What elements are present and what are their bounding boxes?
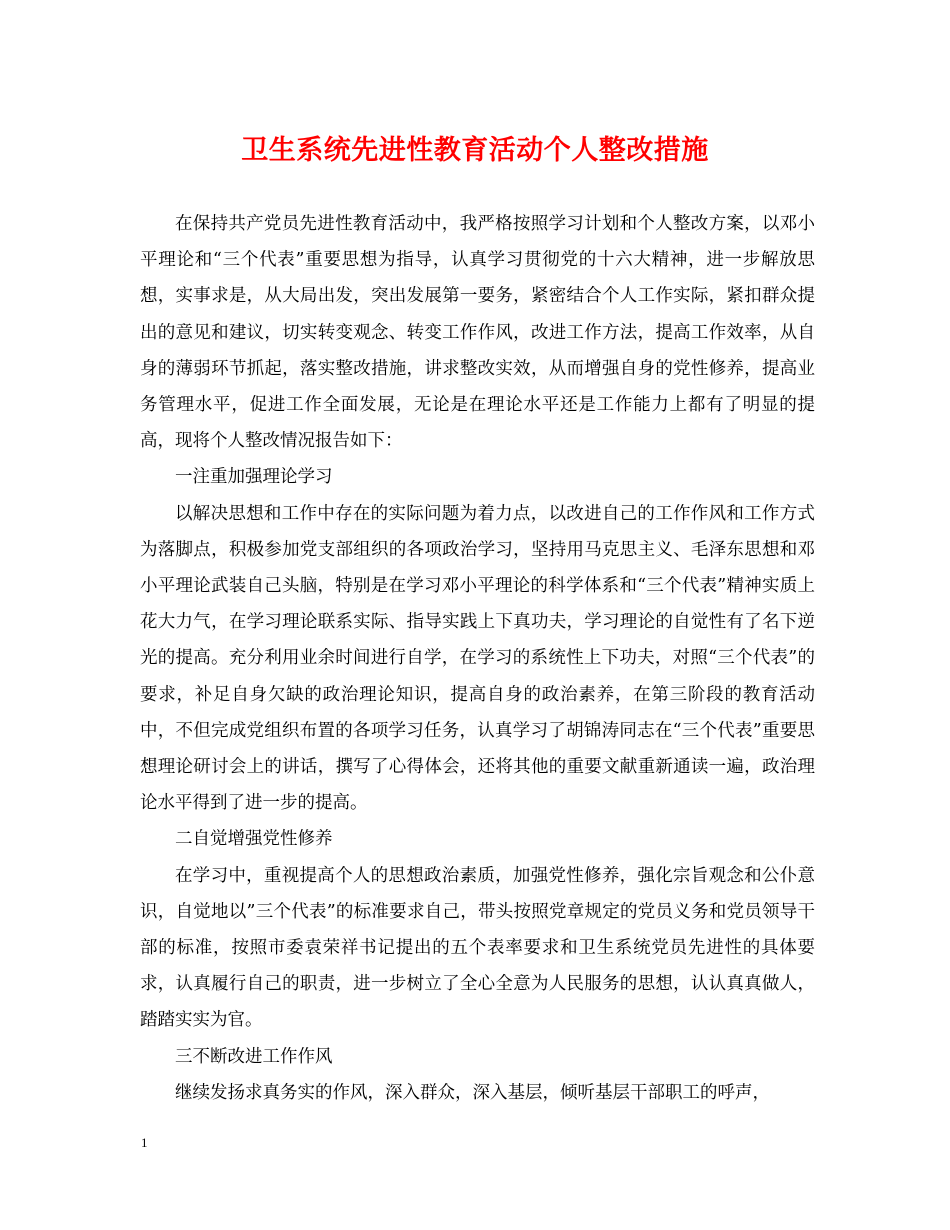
section-heading-2: 二自觉增强党性修养	[175, 829, 333, 850]
section-2-paragraph: 在学习中，重视提高个人的思想政治素质，加强党性修养，强化宗旨观念和公仆意识，自觉地以”三个代表”的标准要求自己，带头按照党章规定的党员义务和党员领导干部的标准，按照市委袁荣祥书记提出的五个表率要求和卫生系统党员先进性的具体要求，认真履行自己的职责，进一步树立了全心全意为人民服务的思想，认认真真做人，踏踏实实为官。	[140, 865, 815, 1031]
document-body	[140, 206, 815, 1111]
intro-paragraph: 在保持共产党员先进性教育活动中，我严格按照学习计划和个人整改方案，以邓小平理论和“三个代表”重要思想为指导，认真学习贯彻党的十六大精神，进一步解放思想，实事求是，从大局出发，突出发展第一要务，紧密结合个人工作实际，紧扣群众提出的意见和建议，切实转变观念、转变工作作风，改进工作方法，提高工作效率，从自身的薄弱环节抓起，落实整改措施，讲求整改实效，从而增强自身的党性修养，提高业务管理水平，促进工作全面发展，无论是在理论水平还是工作能力上都有了明显的提高，现将个人整改情况报告如下：	[140, 214, 815, 452]
section-3-paragraph: 继续发扬求真务实的作风，深入群众，深入基层，倾听基层干部职工的呼声，	[175, 1082, 770, 1103]
page-number: 1	[141, 1135, 148, 1150]
section-1-paragraph: 以解决思想和工作中存在的实际问题为着力点，以改进自己的工作作风和工作方式为落脚点，积极参加党支部组织的各项政治学习，坚持用马克思主义、毛泽东思想和邓小平理论武装自己头脑，特别是在学习邓小平理论的科学体系和“三个代表”精神实质上花大力气，在学习理论联系实际、指导实践上下真功夫，学习理论的自觉性有了名下逆光的提高。充分利用业余时间进行自学，在学习的系统性上下功夫，对照“三个代表”的要求，补足自身欠缺的政治理论知识，提高自身的政治素养，在第三阶段的教育活动中，不但完成党组织布置的各项学习任务，认真学习了胡锦涛同志在“三个代表”重要思想理论研讨会上的讲话，撰写了心得体会，还将其他的重要文献重新通读一遍，政治理论水平得到了进一步的提高。	[140, 503, 815, 814]
section-heading-1: 一注重加强理论学习	[175, 467, 333, 488]
document-title: 卫生系统先进性教育活动个人整改措施	[241, 135, 709, 166]
section-heading-3: 三不断改进工作作风	[175, 1046, 333, 1067]
